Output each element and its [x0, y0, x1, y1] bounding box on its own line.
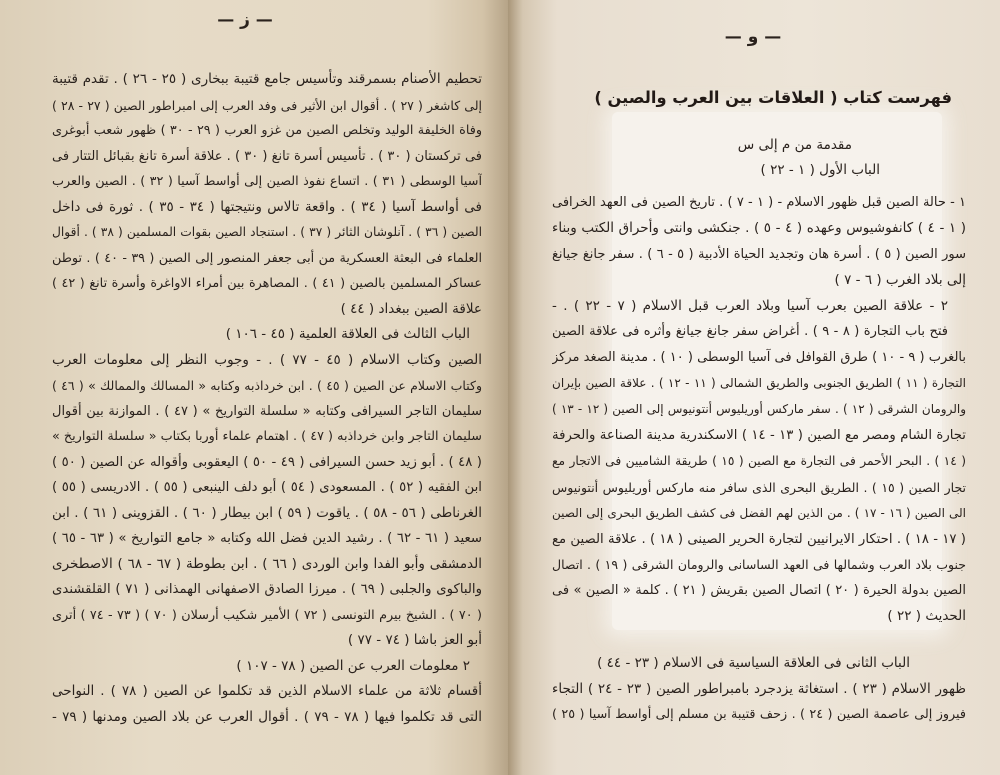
chapter-heading: ٢ معلومات العرب عن الصين ( ٧٨ - ١٠٧ ) [236, 657, 470, 674]
toc-line: سليمان التاجر وابن خرداذبه ( ٤٧ ) . اهتمام علماء أوربا بكتاب « سلسلة التواريخ » [52, 429, 482, 444]
chapter-heading: الباب الأول ( ١ - ٢٢ ) [760, 162, 880, 178]
page-body [52, 67, 482, 730]
chapter-two-block [552, 650, 966, 728]
toc-line: آسيا الوسطى ( ٣١ ) . اتساع نفوذ الصين إلى أواسط آسيا ( ٣٢ ) . الصين والعرب [52, 174, 482, 189]
toc-line: وفاة الخليفة الوليد وتخلص الصين من غزو العرب ( ٢٩ - ٣٠ ) ظهور شعب أبوغرى [52, 123, 482, 138]
toc-line: عساكر المسلمين بالصين ( ٤١ ) . المصاهرة بين أمراء الاواغرة وأسرة تانغ ( ٤٢ ) [52, 276, 482, 291]
page-title: فهرست كتاب ( العلاقات بين العرب والصين ) [594, 88, 952, 107]
toc-line: سعيد ( ٦١ - ٦٢ ) . رشيد الدين فضل الله وكتابه « جامع التواريخ » ( ٦٣ - ٦٥ ) [52, 531, 482, 546]
page-marker: — ز — [217, 10, 273, 30]
page-marker: — و — [724, 27, 782, 47]
page-body [552, 190, 966, 630]
chapter-heading: الباب الثانى فى العلاقة السياسية فى الاسلام ( ٢٣ - ٤٤ ) [597, 655, 910, 671]
toc-line: الصين وكتاب الاسلام ( ٤٥ - ٧٧ ) . - وجوب النظر إلى معلومات العرب [52, 351, 482, 368]
toc-line: وكتاب الاسلام عن الصين ( ٤٥ ) . ابن خرداذبه وكتابه « المسالك والممالك » ( ٤٦ ) [52, 378, 482, 393]
intro-block [552, 133, 966, 183]
toc-line: ( ١ - ٤ ) كانفوشيوس وعهده ( ٤ - ٥ ) . جنكشى وانتى وأحراق الكتب وبناء [552, 219, 966, 236]
toc-line: سور الصين ( ٥ ) . أسرة هان وتجديد الحياة الأدبية ( ٥ - ٦ ) . سفر جانغ جيانغ [552, 246, 966, 262]
toc-line: فى تركستان ( ٣٠ ) . تأسيس أسرة تانغ ( ٣٠ ) . علاقة أسرة تانغ بقبائل التتار فى [52, 148, 482, 164]
chapter-heading: الباب الثالث فى العلاقة العلمية ( ٤٥ - ١٠٦ ) [225, 326, 470, 342]
book-page-right [508, 0, 1000, 775]
toc-line: الى الصين ( ١٦ - ١٧ ) . من الذين لهم الفضل فى كشف الطريق البحرى إلى الصين [552, 505, 966, 520]
toc-line: الغرناطى ( ٥٦ - ٥٨ ) . ياقوت ( ٥٩ ) ابن بيطار ( ٦٠ ) . القزوينى ( ٦١ ) . ابن [52, 504, 482, 521]
toc-line: ٢ - علاقة الصين بعرب آسيا وبلاد العرب قبل الاسلام ( ٧ - ٢٢ ) . - [552, 297, 948, 314]
toc-line: تجارة الشام ومصر مع الصين ( ١٣ - ١٤ ) الاسكندرية مدينة الصناعة والحرفة [552, 428, 966, 444]
toc-line: إلى كاشغر ( ٢٧ ) . أقوال ابن الأثير فى وفد العرب إلى امبراطور الصين ( ٢٧ - ٢٨ ) [52, 97, 482, 113]
toc-line: ( ٤٨ ) . أبو زيد حسن السيرافى ( ٤٩ - ٥٠ ) اليعقوبى وأقواله عن الصين ( ٥٠ ) [52, 454, 482, 470]
toc-line: علاقة الصين ببغداد ( ٤٤ ) [340, 300, 482, 317]
toc-line: والباكوى والجلبى ( ٦٩ ) . ميرزا الصادق الاصفهانى الهمذانى ( ٧١ ) القلقشندى [52, 582, 482, 597]
toc-line: ( ٧٠ ) . الشيخ بيرم التونسى ( ٧٢ ) الأمير شكيب أرسلان ( ٧٠ ) ( ٧٣ - ٧٤ ) أترى [52, 607, 482, 623]
toc-line: ابن الفقيه ( ٥٢ ) . المسعودى ( ٥٤ ) أبو دلف الينبعى ( ٥٥ ) . الادريسى ( ٥٥ ) [52, 480, 482, 495]
toc-line: ( ١٧ - ١٨ ) . احتكار الايرانيين لتجارة الحرير الصينى ( ١٨ ) . علاقة الصين مع [552, 531, 966, 547]
toc-line: سليمان التاجر السيرافى وكتابه « سلسلة التواريخ » ( ٤٧ ) . الموازنة بين أقوال [52, 403, 482, 419]
toc-line: والرومان الشرقى ( ١٢ ) . سفر ماركس أوريليوس أنتونيوس إلى الصين ( ١٢ - ١٣ ) [552, 402, 966, 417]
toc-line: ظهور الاسلام ( ٢٣ ) . استغاثة يزدجرد بامبراطور الصين ( ٢٣ - ٢٤ ) التجاء [552, 681, 966, 697]
toc-line: ( ١٤ ) . البحر الأحمر فى التجارة مع الصين ( ١٥ ) طريقة الشاميين فى الاتجار مع [552, 453, 966, 468]
toc-line: فيروز إلى عاصمة الصين ( ٢٤ ) . زحف قتيبة بن مسلم إلى أواسط آسيا ( ٢٥ ) [552, 707, 966, 722]
toc-line: جنوب بلاد العرب وشمالها فى العهد الساسانى والرومان الشرقى ( ١٩ ) . اتصال [552, 557, 966, 573]
toc-line: الصين ( ٣٦ ) . آنلوشان الثائر ( ٣٧ ) . استنجاد الصين بقوات المسلمين ( ٣٨ ) . أقوال [52, 225, 482, 239]
toc-line: التى قد تكلموا فيها ( ٧٨ - ٧٩ ) . أقوال العرب عن بلاد الصين ومدنها ( ٧٩ - [52, 708, 482, 725]
toc-line: التجارة ( ١١ ) الطريق الجنوبى والطريق الشمالى ( ١١ - ١٢ ) . علاقة الصين بإيران [552, 376, 966, 391]
toc-line: إلى بلاد الغرب ( ٦ - ٧ ) [834, 271, 966, 288]
toc-line: الحديث ( ٢٢ ) [887, 608, 966, 625]
toc-line: العلماء فى البعثة العسكرية من أبى جعفر المنصور إلى الصين ( ٣٩ - ٤٠ ) . توطن [52, 250, 482, 266]
toc-line: الدمشقى وأبو الفدا وابن الوردى ( ٦٦ ) . ابن بطوطة ( ٦٧ - ٦٨ ) الاصطخرى [52, 555, 482, 572]
toc-line: بالغرب ( ٩ - ١٠ ) طرق القوافل فى آسيا الوسطى ( ١٠ ) . مدينة الصغد مركز [552, 350, 966, 366]
toc-line: الصين بدولة الحيرة ( ٢٠ ) اتصال الصين بقريش ( ٢١ ) . كلمة « الصين » فى [552, 583, 966, 599]
toc-line: تجار الصين ( ١٥ ) . الطريق البحرى الذى سافر منه ماركس أوريليوس أنتونيوس [552, 479, 966, 495]
toc-line: فتح باب التجارة ( ٨ - ٩ ) . أغراض سفر جانغ جيانغ وأثره فى علاقة الصين [552, 324, 948, 340]
toc-line: تحطيم الأصنام بسمرقند وتأسيس جامع قتيبة ببخارى ( ٢٥ - ٢٦ ) . تقدم قتيبة [52, 71, 482, 87]
toc-line: ١ - حالة الصين قبل ظهور الاسلام - ( ١ - ٧ ) . تاريخ الصين فى العهد الخرافى [552, 195, 966, 210]
toc-line: أقسام ثلاثة من علماء الاسلام الذين قد تكلموا عن الصين ( ٧٨ ) . النواحى [52, 683, 482, 699]
toc-line: أبو العز باشا ( ٧٤ - ٧٧ ) [347, 632, 482, 648]
toc-line: مقدمة من م إلى س [737, 137, 852, 153]
toc-line: فى أواسط آسيا ( ٣٤ ) . واقعة تالاس ونتيجتها ( ٣٤ - ٣٥ ) . ثورة فى داخل [52, 198, 482, 215]
